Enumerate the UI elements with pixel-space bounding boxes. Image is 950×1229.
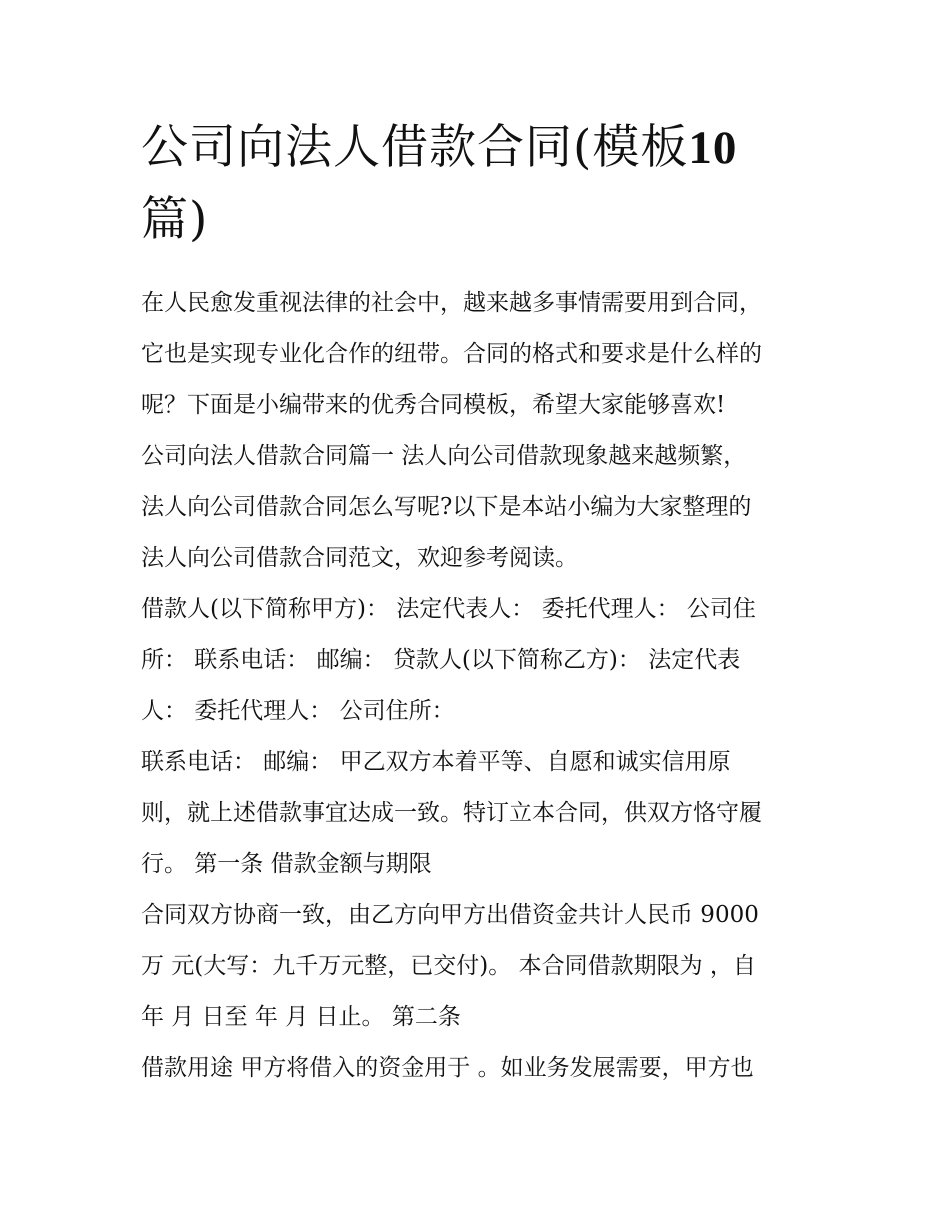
title-number: 10 (688, 122, 738, 174)
body-line: 所： 联系电话： 邮编： 贷款人(以下简称乙方)： 法定代表 (141, 647, 741, 673)
body-line: 联系电话： 邮编： 甲乙双方本着平等、自愿和诚实信用原 (141, 749, 731, 775)
body-line: 年 月 日至 年 月 日止。 第二条 (141, 1004, 461, 1030)
document-body (141, 278, 821, 1094)
document-title (141, 112, 821, 256)
body-line: 万 元(大写：九千万元整，已交付)。 本合同借款期限为 ，自 (141, 953, 756, 979)
body-line: 则，就上述借款事宜达成一致。特订立本合同，供双方恪守履 (141, 800, 762, 826)
body-line: 行。 第一条 借款金额与期限 (141, 851, 432, 877)
body-line: 借款用途 甲方将借入的资金用于 。如业务发展需要，甲方也 (141, 1055, 754, 1081)
body-line: 公司向法人借款合同篇一 法人向公司借款现象越来越频繁， (141, 443, 747, 469)
title-line-2: 篇) (141, 192, 209, 247)
body-line: 人： 委托代理人： 公司住所： (141, 698, 455, 724)
title-line-1 (141, 112, 821, 184)
body-line: 呢？下面是小编带来的优秀合同模板，希望大家能够喜欢! (141, 392, 726, 418)
body-line: 借款人(以下简称甲方)： 法定代表人： 委托代理人： 公司住 (141, 596, 756, 622)
body-line: 法人向公司借款合同范文，欢迎参考阅读。 (141, 545, 578, 571)
document-page (141, 112, 821, 1094)
body-line: 它也是实现专业化合作的纽带。合同的格式和要求是什么样的 (141, 341, 762, 367)
body-line: 法人向公司借款合同怎么写呢?以下是本站小编为大家整理的 (141, 494, 752, 520)
title-text: 公司向法人借款合同(模板 (141, 120, 689, 175)
body-line: 合同双方协商一致，由乙方向甲方出借资金共计人民币 9000 (141, 902, 759, 928)
body-line: 在人民愈发重视法律的社会中，越来越多事情需要用到合同， (141, 290, 762, 316)
